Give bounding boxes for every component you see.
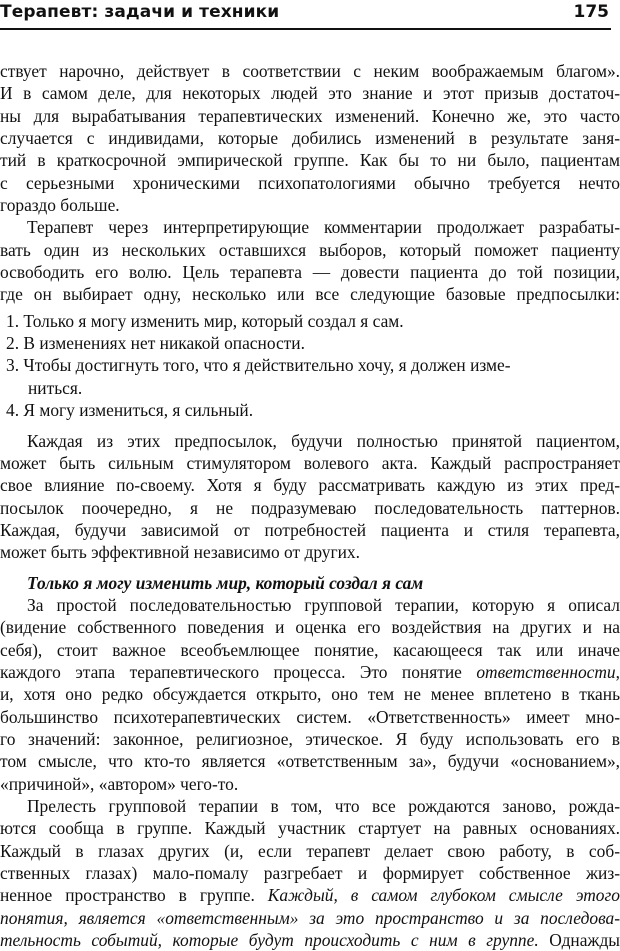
text-run: каждого этапа терапевтического процесса. Это понятие (0, 661, 477, 682)
text-line: свое влияние по-своему. Хотя я буду рассматривать каждую из этих пред- (0, 475, 620, 496)
paragraph-1 (0, 60, 620, 216)
text-run: , (615, 661, 620, 682)
text-line: Каждый в глазах других (и, если терапевт делает свою работу, в соб- (0, 840, 620, 861)
emphasis: тельность событий, которые будут происходить с ним в группе. (0, 930, 539, 951)
list-item: 2. В изменениях нет никакой опасности. (6, 333, 305, 354)
text-line (0, 907, 620, 929)
list-item: 4. Я могу измениться, я сильный. (6, 400, 254, 421)
text-run: ненное пространство в группе. (0, 885, 268, 906)
paragraph-5 (0, 795, 620, 951)
text-line (0, 929, 620, 951)
section-heading: Только я могу изменить мир, который создал я сам (27, 572, 424, 593)
text-line: ны для вырабатывания терапевтических изменений. Конечно же, это часто (0, 105, 620, 126)
text-line: может быть сильным стимулятором волевого акта. Каждый распространяет (0, 452, 620, 473)
list-item: 1. Только я могу изменить мир, который создал я сам. (6, 310, 404, 331)
text-line: «причиной», «автором» чего-то. (0, 773, 239, 794)
text-line: За простой последовательностью групповой терапии, которую я описал (27, 594, 620, 615)
text-line: ственных глазах) мало-помалу разгребает и формирует собственное жиз- (0, 863, 620, 884)
text-line (0, 884, 620, 906)
page-number: 175 (573, 2, 609, 22)
text-line: с серьезными хроническими психопатологиями обычно требуется нечто (0, 172, 620, 193)
text-line: го значений: законное, религиозное, этическое. Я буду использовать его в (0, 728, 620, 749)
text-line: Прелесть групповой терапии в том, что все рождаются заново, рожда- (27, 796, 620, 816)
list-item-continuation: ниться. (28, 377, 83, 398)
text-line: ствует нарочно, действует в соответствии с неким воображаемым благом». (0, 61, 620, 81)
paragraph-4 (0, 594, 620, 795)
text-line: и, хотя оно редко обсуждается открыто, оно тем не менее вплетено в ткань (0, 684, 620, 705)
text-line: себя), стоит важное всеобъемлющее понятие, касающееся так или иначе (0, 639, 620, 660)
text-line: может быть эффективной независимо от других. (0, 542, 360, 563)
text-line: где он выбирает одну, несколько или все следующие базовые предпосылки: (0, 284, 620, 305)
paragraph-2 (0, 216, 620, 305)
emphasis: понятия, является «ответственным» за это пространство и за последова- (0, 907, 620, 928)
text-line: Каждая из этих предпосылок, будучи полностью принятой пациентом, (27, 430, 620, 451)
emphasis: Каждый, в самом глубоком смысле этого (267, 885, 620, 906)
text-line: посылок поочередно, я не подразумеваю последовательность паттернов. (0, 497, 620, 518)
text-line: гораздо больше. (0, 195, 120, 216)
text-line: Терапевт через интерпретирующие комментарии продолжает разрабаты- (27, 217, 620, 238)
running-title: Терапевт: задачи и техники (0, 2, 280, 22)
paragraph-3 (0, 430, 620, 564)
text-line: Каждая, будучи зависимой от потребностей пациента и стиля терапевта, (0, 519, 620, 540)
text-line (0, 661, 620, 683)
text-line: (видение собственного поведения и оценка его воздействия на других и на (0, 617, 620, 638)
emphasis: ответственности (476, 661, 616, 682)
text-line: И в самом деле, для некоторых людей это знание и этот призыв достаточ- (0, 83, 620, 104)
text-line: вать один из нескольких оставшихся выборов, который поможет пациенту (0, 239, 620, 260)
text-line: том смысле, что кто-то является «ответственным за», будучи «основанием», (0, 751, 620, 772)
list-item: 3. Чтобы достигнуть того, что я действительно хочу, я должен изме- (6, 355, 511, 376)
premise-list (0, 310, 620, 422)
text-line: освободить его волю. Цель терапевта — довести пациента до той позиции, (0, 262, 620, 283)
text-line: тий в краткосрочной эмпирической группе. Как бы то ни было, пациентам (0, 150, 620, 171)
text-run: Однажды (538, 930, 620, 951)
text-line: большинство психотерапевтических систем. «Ответственность» имеет мно- (0, 706, 620, 727)
body-text (0, 60, 620, 951)
page-header (0, 0, 611, 30)
text-line: ются сообща в группе. Каждый участник стартует на равных основаниях. (0, 818, 620, 839)
text-line: случается с индивидами, которые добились изменений в результате заня- (0, 128, 620, 149)
